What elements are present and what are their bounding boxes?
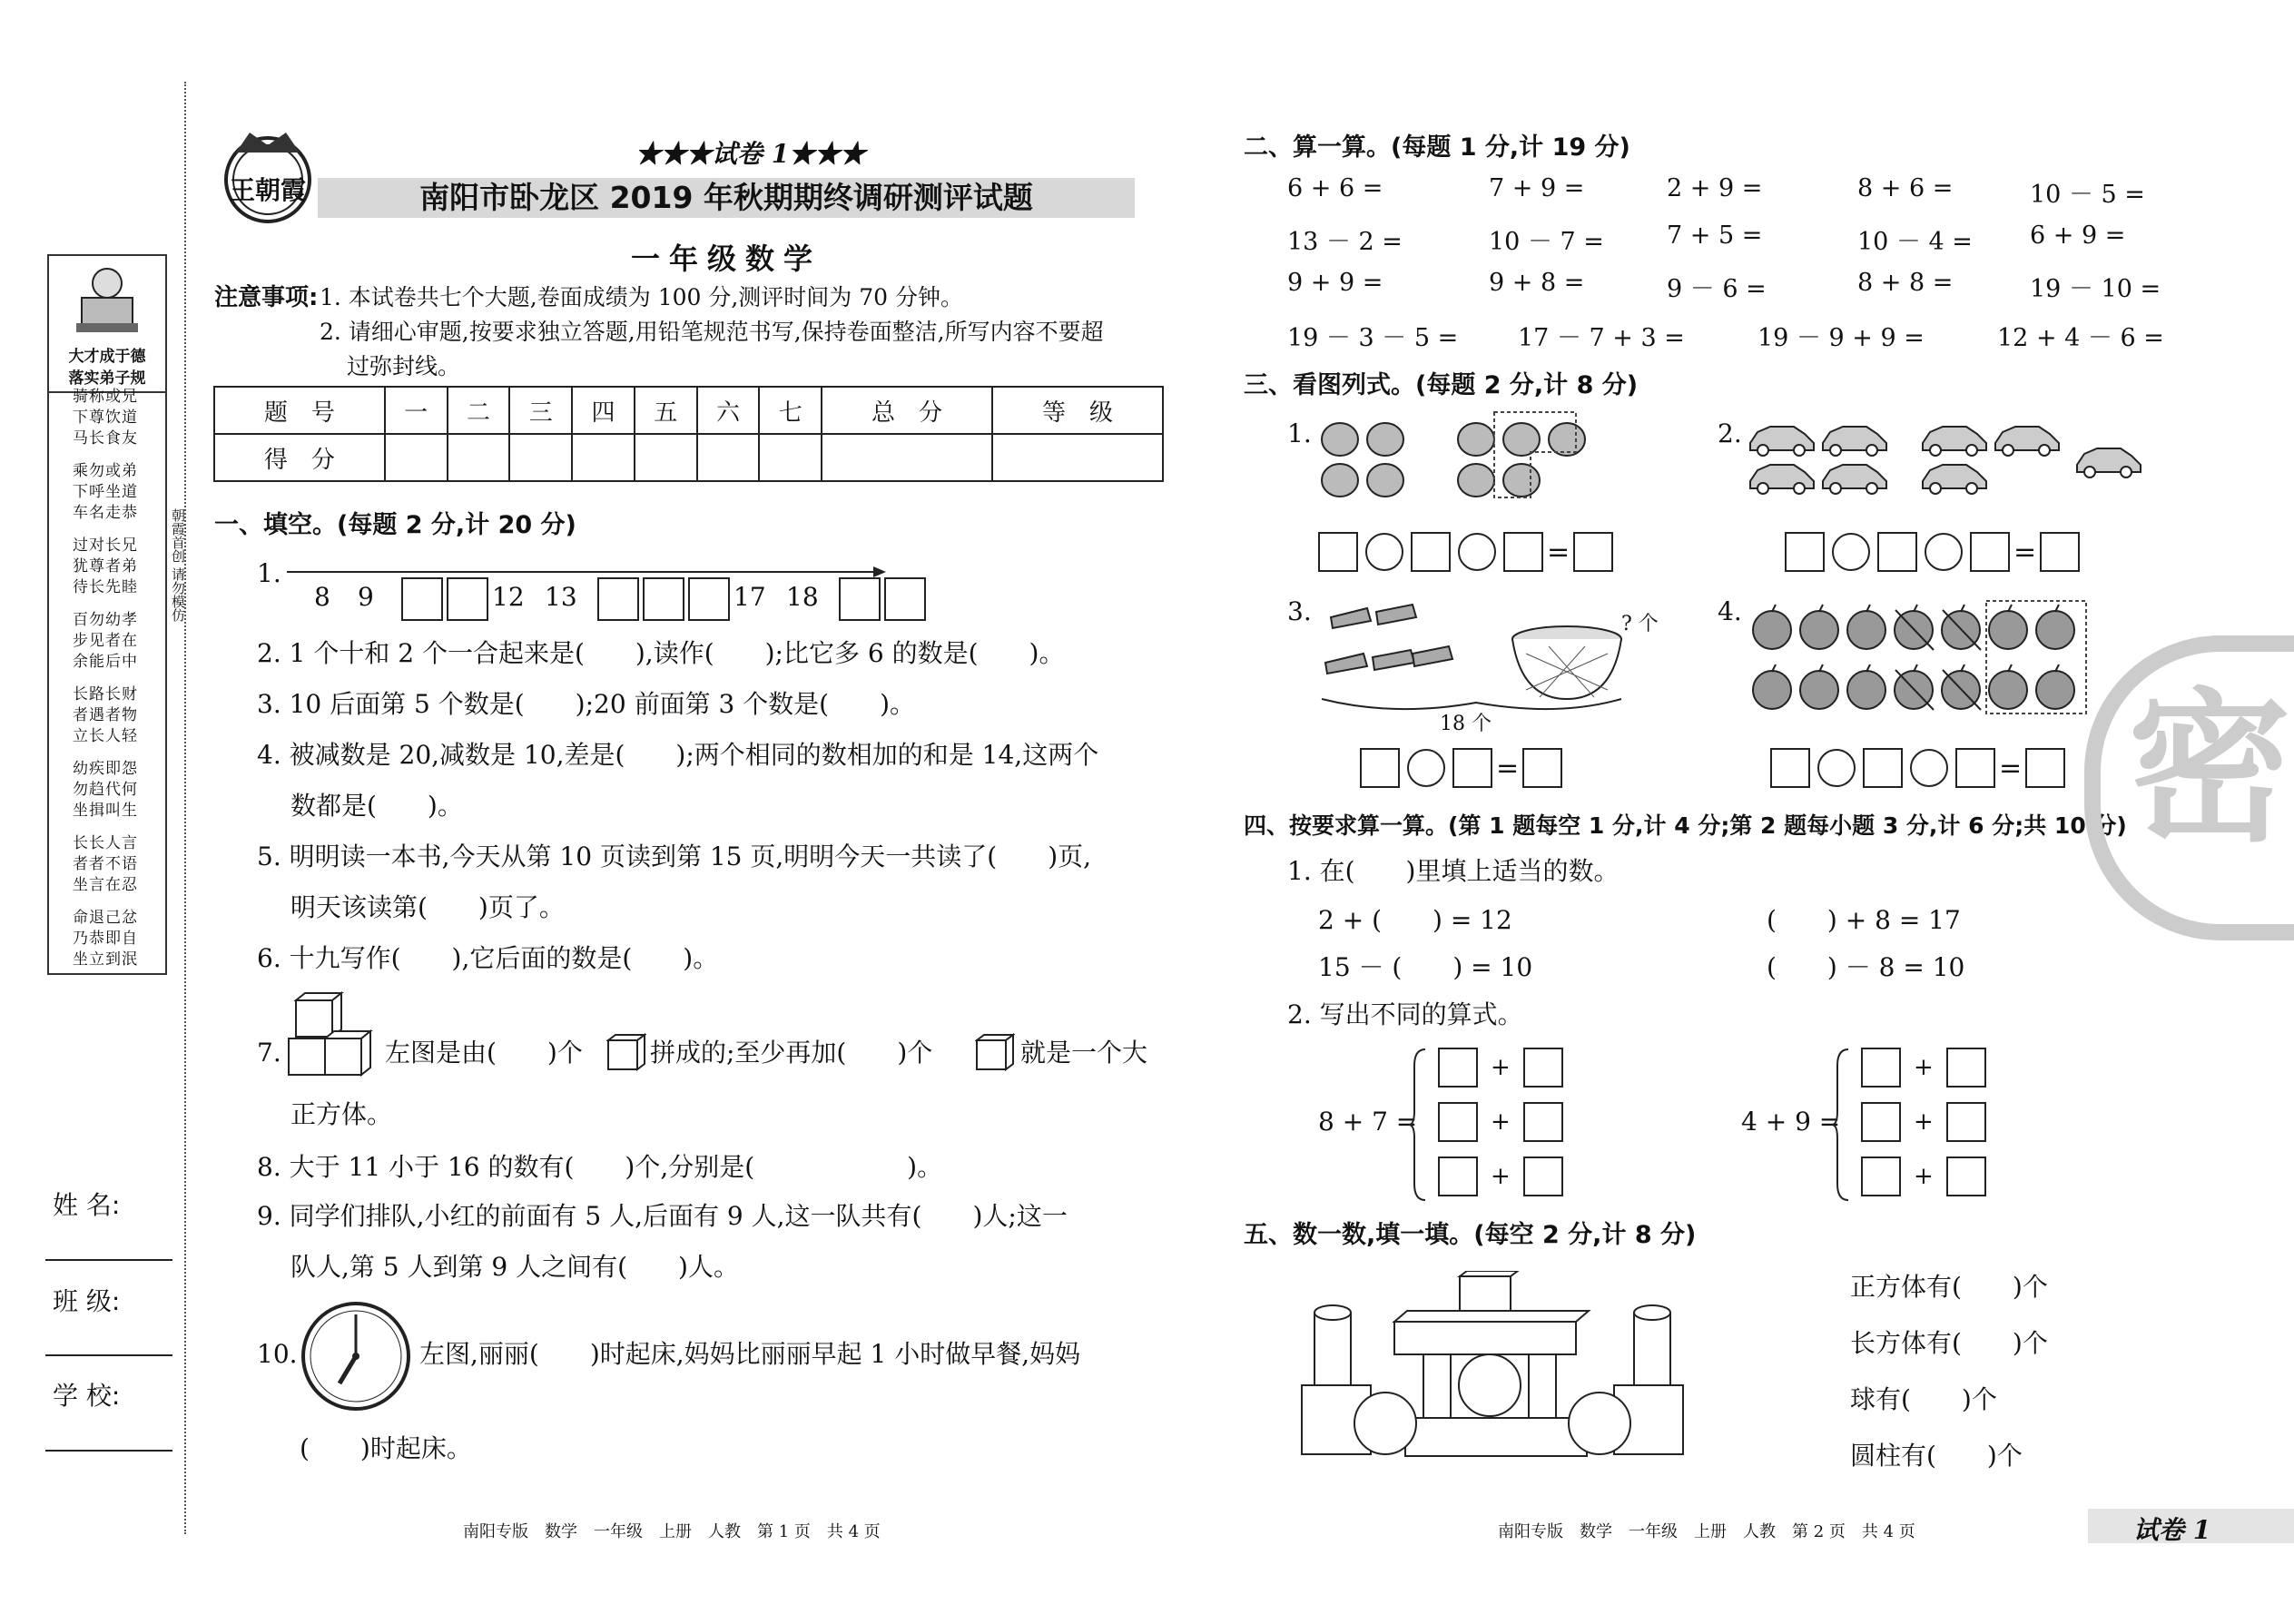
sidebar-verse-line: 乘勿或弟 [73, 462, 138, 480]
calc-item: 19 － 3 － 5 = [1287, 324, 1459, 352]
number-line-box[interactable] [884, 577, 926, 621]
apple-icon [1847, 671, 1885, 709]
sidebar-verse-line: 立长人轻 [73, 727, 138, 745]
answer-box[interactable] [1970, 532, 2010, 572]
q4-text-b: 数都是( )。 [290, 791, 463, 821]
car-icon [1995, 427, 2059, 456]
notice-item-1: 1. 本试卷共七个大题,卷面成绩为 100 分,测评时间为 70 分钟。 [320, 284, 964, 310]
apple-icon [1800, 611, 1838, 649]
answer-box[interactable] [1452, 748, 1492, 788]
sec3-title: 三、看图列式。(每题 2 分,计 8 分) [1244, 371, 1639, 399]
calc-item: 7 + 9 = [1489, 174, 1585, 202]
cube-icon [975, 1033, 1015, 1073]
footer-right: 南阳专版 数学 一年级 上册 人教 第 2 页 共 4 页 [1498, 1522, 1915, 1541]
unknown-count-label: ? 个 [1621, 613, 1659, 635]
name-underline[interactable] [45, 1259, 172, 1261]
score-header-cell: 总 分 [822, 387, 992, 434]
q7-text-c: 就是一个大 [1020, 1038, 1148, 1068]
watermark-text: 密 [2128, 674, 2292, 864]
number-line [287, 563, 886, 581]
notice-label: 注意事项: [214, 284, 319, 311]
apple-icon [1989, 611, 2027, 649]
score-cell[interactable] [385, 434, 448, 481]
plus-sign: + [1914, 1163, 1934, 1190]
number-line-box[interactable] [839, 577, 881, 621]
q10-number: 10. [257, 1339, 298, 1369]
score-cell[interactable] [448, 434, 510, 481]
count-cylinders: 圆柱有( )个 [1850, 1441, 2023, 1471]
answer-box[interactable] [1360, 748, 1400, 788]
calc-item: 6 + 9 = [2030, 221, 2126, 250]
sidebar-verse-line: 长长人言 [73, 834, 138, 852]
seal-line [184, 82, 186, 1534]
answer-box[interactable] [1438, 1048, 1478, 1088]
sec4-title: 四、按要求算一算。(第 1 题每空 1 分,计 4 分;第 2 题每小题 3 分,计 6 分;共 10 分) [1244, 812, 2127, 839]
apple-icon [2036, 671, 2074, 709]
calc-item: 19 － 9 + 9 = [1757, 324, 1925, 352]
calc-item: 10 － 4 = [1857, 228, 1973, 256]
car-icon [1750, 427, 1814, 456]
apple-icon [1753, 611, 1791, 649]
equation-row-3 [1360, 748, 1562, 788]
equals-sign: = [1496, 752, 1520, 784]
sum-row [1438, 1156, 1563, 1196]
fill-3: 15 － ( ) = 10 [1318, 952, 1533, 982]
q1-number: 1. [257, 558, 281, 588]
q10-text-b: ( )时起床。 [300, 1433, 472, 1463]
q2-text: 2. 1 个十和 2 个一合起来是( ),读作( );比它多 6 的数是( )。 [257, 638, 1065, 668]
sidebar-verse-group [52, 684, 159, 747]
exam-title: 南阳市卧龙区 2019 年秋期期终调研测评试题 [419, 180, 1033, 215]
sec1-title: 一、填空。(每题 2 分,计 20 分) [214, 511, 576, 539]
expr-4-plus-9: 4 + 9 = [1741, 1107, 1841, 1137]
sidebar-motto-2: 落实弟子规 [49, 365, 165, 393]
car-icon [1823, 465, 1886, 494]
sidebar-verse-group [52, 759, 159, 822]
calc-item: 2 + 9 = [1667, 174, 1763, 202]
sidebar-verse-line: 下呼坐道 [73, 483, 138, 501]
score-header-cell: 题 号 [214, 387, 385, 434]
number-line-value: 17 [733, 582, 766, 612]
sidebar-verse-group [52, 833, 159, 896]
answer-box[interactable] [1877, 532, 1917, 572]
cube-icon [606, 1033, 646, 1073]
answer-box[interactable] [1861, 1048, 1901, 1088]
q7-text-a: 左图是由( )个 [385, 1038, 583, 1068]
score-cell[interactable] [697, 434, 760, 481]
sidebar-verse-group [52, 536, 159, 598]
sec5-title: 五、数一数,填一填。(每空 2 分,计 8 分) [1244, 1221, 1697, 1249]
answer-box[interactable] [1503, 532, 1543, 572]
sum-row [1861, 1048, 1986, 1088]
number-line-box[interactable] [688, 577, 730, 621]
calc-item: 12 + 4 － 6 = [1997, 324, 2164, 352]
answer-box[interactable] [1946, 1102, 1986, 1142]
answer-box[interactable] [1861, 1156, 1901, 1196]
q10-text-a: 左图,丽丽( )时起床,妈妈比丽丽早起 1 小时做早餐,妈妈 [419, 1339, 1081, 1369]
sidebar-verse-line: 者遇者物 [73, 706, 138, 724]
carrots-figure [1313, 590, 1639, 726]
calc-item: 19 － 10 = [2030, 275, 2161, 303]
operator-circle[interactable] [1925, 533, 1963, 571]
operator-circle[interactable] [1458, 533, 1496, 571]
name-label: 姓 名: [53, 1190, 121, 1220]
answer-box[interactable] [1523, 1156, 1563, 1196]
answer-box[interactable] [1523, 1048, 1563, 1088]
peaches-figure [1313, 410, 1621, 501]
score-header-cell: 二 [448, 387, 510, 434]
number-line-value: 8 [314, 582, 330, 612]
calc-item: 7 + 5 = [1667, 221, 1763, 250]
sec4-q2: 2. 写出不同的算式。 [1287, 999, 1523, 1029]
peach-icon [1458, 464, 1494, 497]
sidebar-verse-line: 坐立到泯 [73, 950, 138, 969]
cubes-figure [287, 991, 378, 1082]
calc-item: 8 + 8 = [1857, 269, 1954, 297]
notice-item-2b: 过弥封线。 [347, 353, 461, 379]
answer-box[interactable] [1946, 1048, 1986, 1088]
p4-number: 4. [1718, 596, 1742, 626]
peach-icon [1322, 464, 1358, 497]
answer-box[interactable] [1785, 532, 1825, 572]
operator-circle[interactable] [1365, 533, 1403, 571]
blocks-figure [1296, 1271, 1714, 1462]
car-icon [2077, 448, 2141, 477]
answer-box[interactable] [1522, 748, 1562, 788]
plus-sign: + [1914, 1108, 1934, 1136]
score-table [213, 386, 1164, 482]
calc-item: 9 + 8 = [1489, 269, 1585, 297]
score-cell[interactable] [509, 434, 572, 481]
plus-sign: + [1914, 1054, 1934, 1081]
clock-icon [300, 1300, 412, 1412]
sum-row [1861, 1102, 1986, 1142]
brace-icon [1830, 1048, 1852, 1202]
score-header-cell: 四 [572, 387, 635, 434]
plus-sign: + [1491, 1054, 1511, 1081]
sidebar-verse-line: 骑称或兄 [73, 388, 138, 406]
peach-icon [1458, 423, 1494, 456]
calc-item: 8 + 6 = [1857, 174, 1954, 202]
number-line-box[interactable] [401, 577, 443, 621]
q5-text-b: 明天该读第( )页了。 [290, 892, 565, 922]
sidebar-verse-line: 过对长兄 [73, 536, 138, 555]
count-spheres: 球有( )个 [1850, 1384, 1997, 1414]
answer-box[interactable] [1955, 748, 1995, 788]
cars-figure [1748, 416, 2157, 497]
apples-figure [1748, 599, 2093, 717]
sidebar-verse-line: 乃恭即自 [73, 930, 138, 948]
answer-box[interactable] [1770, 748, 1810, 788]
paper-number: ★★★试卷 1★★★ [635, 139, 866, 169]
number-line-value: 12 [492, 582, 525, 612]
answer-box[interactable] [1438, 1102, 1478, 1142]
sidebar-verse-line: 待长先睦 [73, 578, 138, 596]
operator-circle[interactable] [1832, 533, 1870, 571]
equation-row-2 [1785, 532, 2080, 572]
calc-item: 10 － 7 = [1489, 228, 1604, 256]
count-cubes: 正方体有( )个 [1850, 1272, 2048, 1302]
count-cuboids: 长方体有( )个 [1850, 1328, 2048, 1358]
class-underline[interactable] [45, 1354, 172, 1356]
sidebar-verse-line: 命退己忿 [73, 909, 138, 927]
q3-text: 3. 10 后面第 5 个数是( );20 前面第 3 个数是( )。 [257, 689, 916, 719]
number-line-value: 18 [786, 582, 819, 612]
plus-sign: + [1491, 1163, 1511, 1190]
score-cell[interactable] [635, 434, 697, 481]
sidebar-verse-line: 坐揖叫生 [73, 802, 138, 820]
sec4-q1: 1. 在( )里填上适当的数。 [1287, 856, 1620, 886]
sidebar-seal-text: 朝霞首创 请勿模仿 [170, 508, 186, 622]
plus-sign: + [1491, 1108, 1511, 1136]
school-label: 学 校: [53, 1381, 121, 1411]
q6-text: 6. 十九写作( ),它后面的数是( )。 [257, 943, 719, 973]
sec2-title: 二、算一算。(每题 1 分,计 19 分) [1244, 133, 1630, 162]
q4-text-a: 4. 被减数是 20,减数是 10,差是( );两个相同的数相加的和是 14,这两个 [257, 740, 1099, 770]
number-line-value: 9 [358, 582, 374, 612]
sum-row [1438, 1102, 1563, 1142]
peach-icon [1549, 423, 1585, 456]
q5-text-a: 5. 明明读一本书,今天从第 10 页读到第 15 页,明明今天一共读了( )页, [257, 842, 1092, 871]
q9-text-a: 9. 同学们排队,小红的前面有 5 人,后面有 9 人,这一队共有( )人;这一 [257, 1201, 1068, 1231]
calc-item: 6 + 6 = [1287, 174, 1383, 202]
expr-8-plus-7: 8 + 7 = [1318, 1107, 1418, 1137]
equation-row-1 [1318, 532, 1613, 572]
q7-text-b: 拼成的;至少再加( )个 [650, 1038, 933, 1068]
operator-circle[interactable] [1910, 749, 1948, 787]
calc-item: 17 － 7 + 3 = [1518, 324, 1685, 352]
apple-icon [1847, 611, 1885, 649]
fill-2: ( ) + 8 = 17 [1767, 905, 1961, 935]
sidebar-verse-group [52, 461, 159, 524]
p1-number: 1. [1287, 418, 1312, 448]
sidebar-verse-group [52, 387, 159, 449]
equation-row-4 [1770, 748, 2065, 788]
sidebar-verse-line: 马长食友 [73, 429, 138, 448]
total-count-label: 18 个 [1440, 713, 1492, 735]
equals-sign: = [1547, 536, 1570, 568]
number-line-value: 13 [545, 582, 577, 612]
score-cell[interactable] [759, 434, 822, 481]
sidebar-verse-line: 步见者在 [73, 632, 138, 650]
sidebar-verse-line: 余能后中 [73, 653, 138, 671]
car-icon [1750, 465, 1814, 494]
watermark-seal [2084, 635, 2294, 940]
peach-icon [1322, 423, 1358, 456]
peach-icon [1367, 464, 1403, 497]
score-header-cell: 六 [697, 387, 760, 434]
brace-icon [1407, 1048, 1429, 1202]
score-cell[interactable] [992, 434, 1163, 481]
apple-icon [1989, 671, 2027, 709]
peach-icon [1503, 423, 1540, 456]
p3-number: 3. [1287, 596, 1312, 626]
answer-box[interactable] [1946, 1156, 1986, 1196]
q7-text-d: 正方体。 [290, 1099, 393, 1129]
calc-item: 13 － 2 = [1287, 228, 1403, 256]
answer-box[interactable] [1573, 532, 1613, 572]
operator-circle[interactable] [1817, 749, 1856, 787]
equals-sign: = [1999, 752, 2023, 784]
mascot-icon [69, 261, 145, 343]
q8-text: 8. 大于 11 小于 16 的数有( )个,分别是( )。 [257, 1152, 943, 1182]
sidebar-verse-line: 勿趋代何 [73, 781, 138, 799]
peach-icon [1503, 464, 1540, 497]
score-header-cell: 等 级 [992, 387, 1163, 434]
footer-tag: 试卷 1 [2133, 1515, 2211, 1545]
equals-sign: = [2013, 536, 2037, 568]
answer-box[interactable] [1861, 1102, 1901, 1142]
score-label-cell: 得 分 [214, 434, 385, 481]
operator-circle[interactable] [1407, 749, 1445, 787]
number-line-box[interactable] [447, 577, 488, 621]
sum-row [1438, 1048, 1563, 1088]
calc-item: 10 － 5 = [2030, 181, 2145, 209]
sidebar-verse-line: 下尊饮道 [73, 408, 138, 427]
class-label: 班 级: [53, 1286, 121, 1316]
answer-box[interactable] [1863, 748, 1903, 788]
sidebar-verse-line: 幼疾即怨 [73, 760, 138, 778]
car-icon [1823, 427, 1886, 456]
answer-box[interactable] [1318, 532, 1358, 572]
fill-1: 2 + ( ) = 12 [1318, 905, 1512, 935]
answer-box[interactable] [2040, 532, 2080, 572]
score-cell[interactable] [822, 434, 992, 481]
school-underline[interactable] [45, 1450, 172, 1452]
sum-row [1861, 1156, 1986, 1196]
sidebar-verse-line: 车名走恭 [73, 504, 138, 522]
notice-item-2: 2. 请细心审题,按要求独立答题,用铅笔规范书写,保持卷面整洁,所写内容不要超 [320, 319, 1104, 345]
sidebar-verse-group [52, 908, 159, 970]
answer-box[interactable] [2025, 748, 2065, 788]
calc-item: 9 + 9 = [1287, 269, 1383, 297]
sidebar-verse-group [52, 610, 159, 673]
q9-text-b: 队人,第 5 人到第 9 人之间有( )人。 [290, 1252, 739, 1282]
subject-title: 一年级数学 [630, 241, 822, 276]
sidebar-verse-line: 犹尊者弟 [73, 557, 138, 576]
p2-number: 2. [1718, 418, 1742, 448]
sidebar-verse-line: 长路长财 [73, 685, 138, 704]
apple-icon [1800, 671, 1838, 709]
sidebar-verse-line: 坐言在忍 [73, 876, 138, 894]
sidebar-motto-1: 大才成于德 [68, 348, 146, 366]
sidebar-verse-line: 者者不语 [73, 855, 138, 873]
score-header-cell: 三 [509, 387, 572, 434]
footer-left: 南阳专版 数学 一年级 上册 人教 第 1 页 共 4 页 [463, 1522, 881, 1541]
answer-box[interactable] [1411, 532, 1451, 572]
number-line-box[interactable] [643, 577, 684, 621]
answer-box[interactable] [1438, 1156, 1478, 1196]
number-line-box[interactable] [597, 577, 639, 621]
apple-icon [2036, 611, 2074, 649]
apple-icon [1753, 671, 1791, 709]
score-header-cell: 一 [385, 387, 448, 434]
score-header-cell: 七 [759, 387, 822, 434]
q7-number: 7. [257, 1038, 281, 1068]
score-cell[interactable] [572, 434, 635, 481]
fill-4: ( ) － 8 = 10 [1767, 952, 1965, 982]
peach-icon [1367, 423, 1403, 456]
answer-box[interactable] [1523, 1102, 1563, 1142]
sidebar-verse-line: 百勿幼孝 [73, 611, 138, 629]
brand-name: 王朝霞 [229, 175, 306, 205]
car-icon [1923, 427, 1986, 456]
calc-item: 9 － 6 = [1667, 275, 1767, 303]
score-header-cell: 五 [635, 387, 697, 434]
car-icon [1923, 465, 1986, 494]
